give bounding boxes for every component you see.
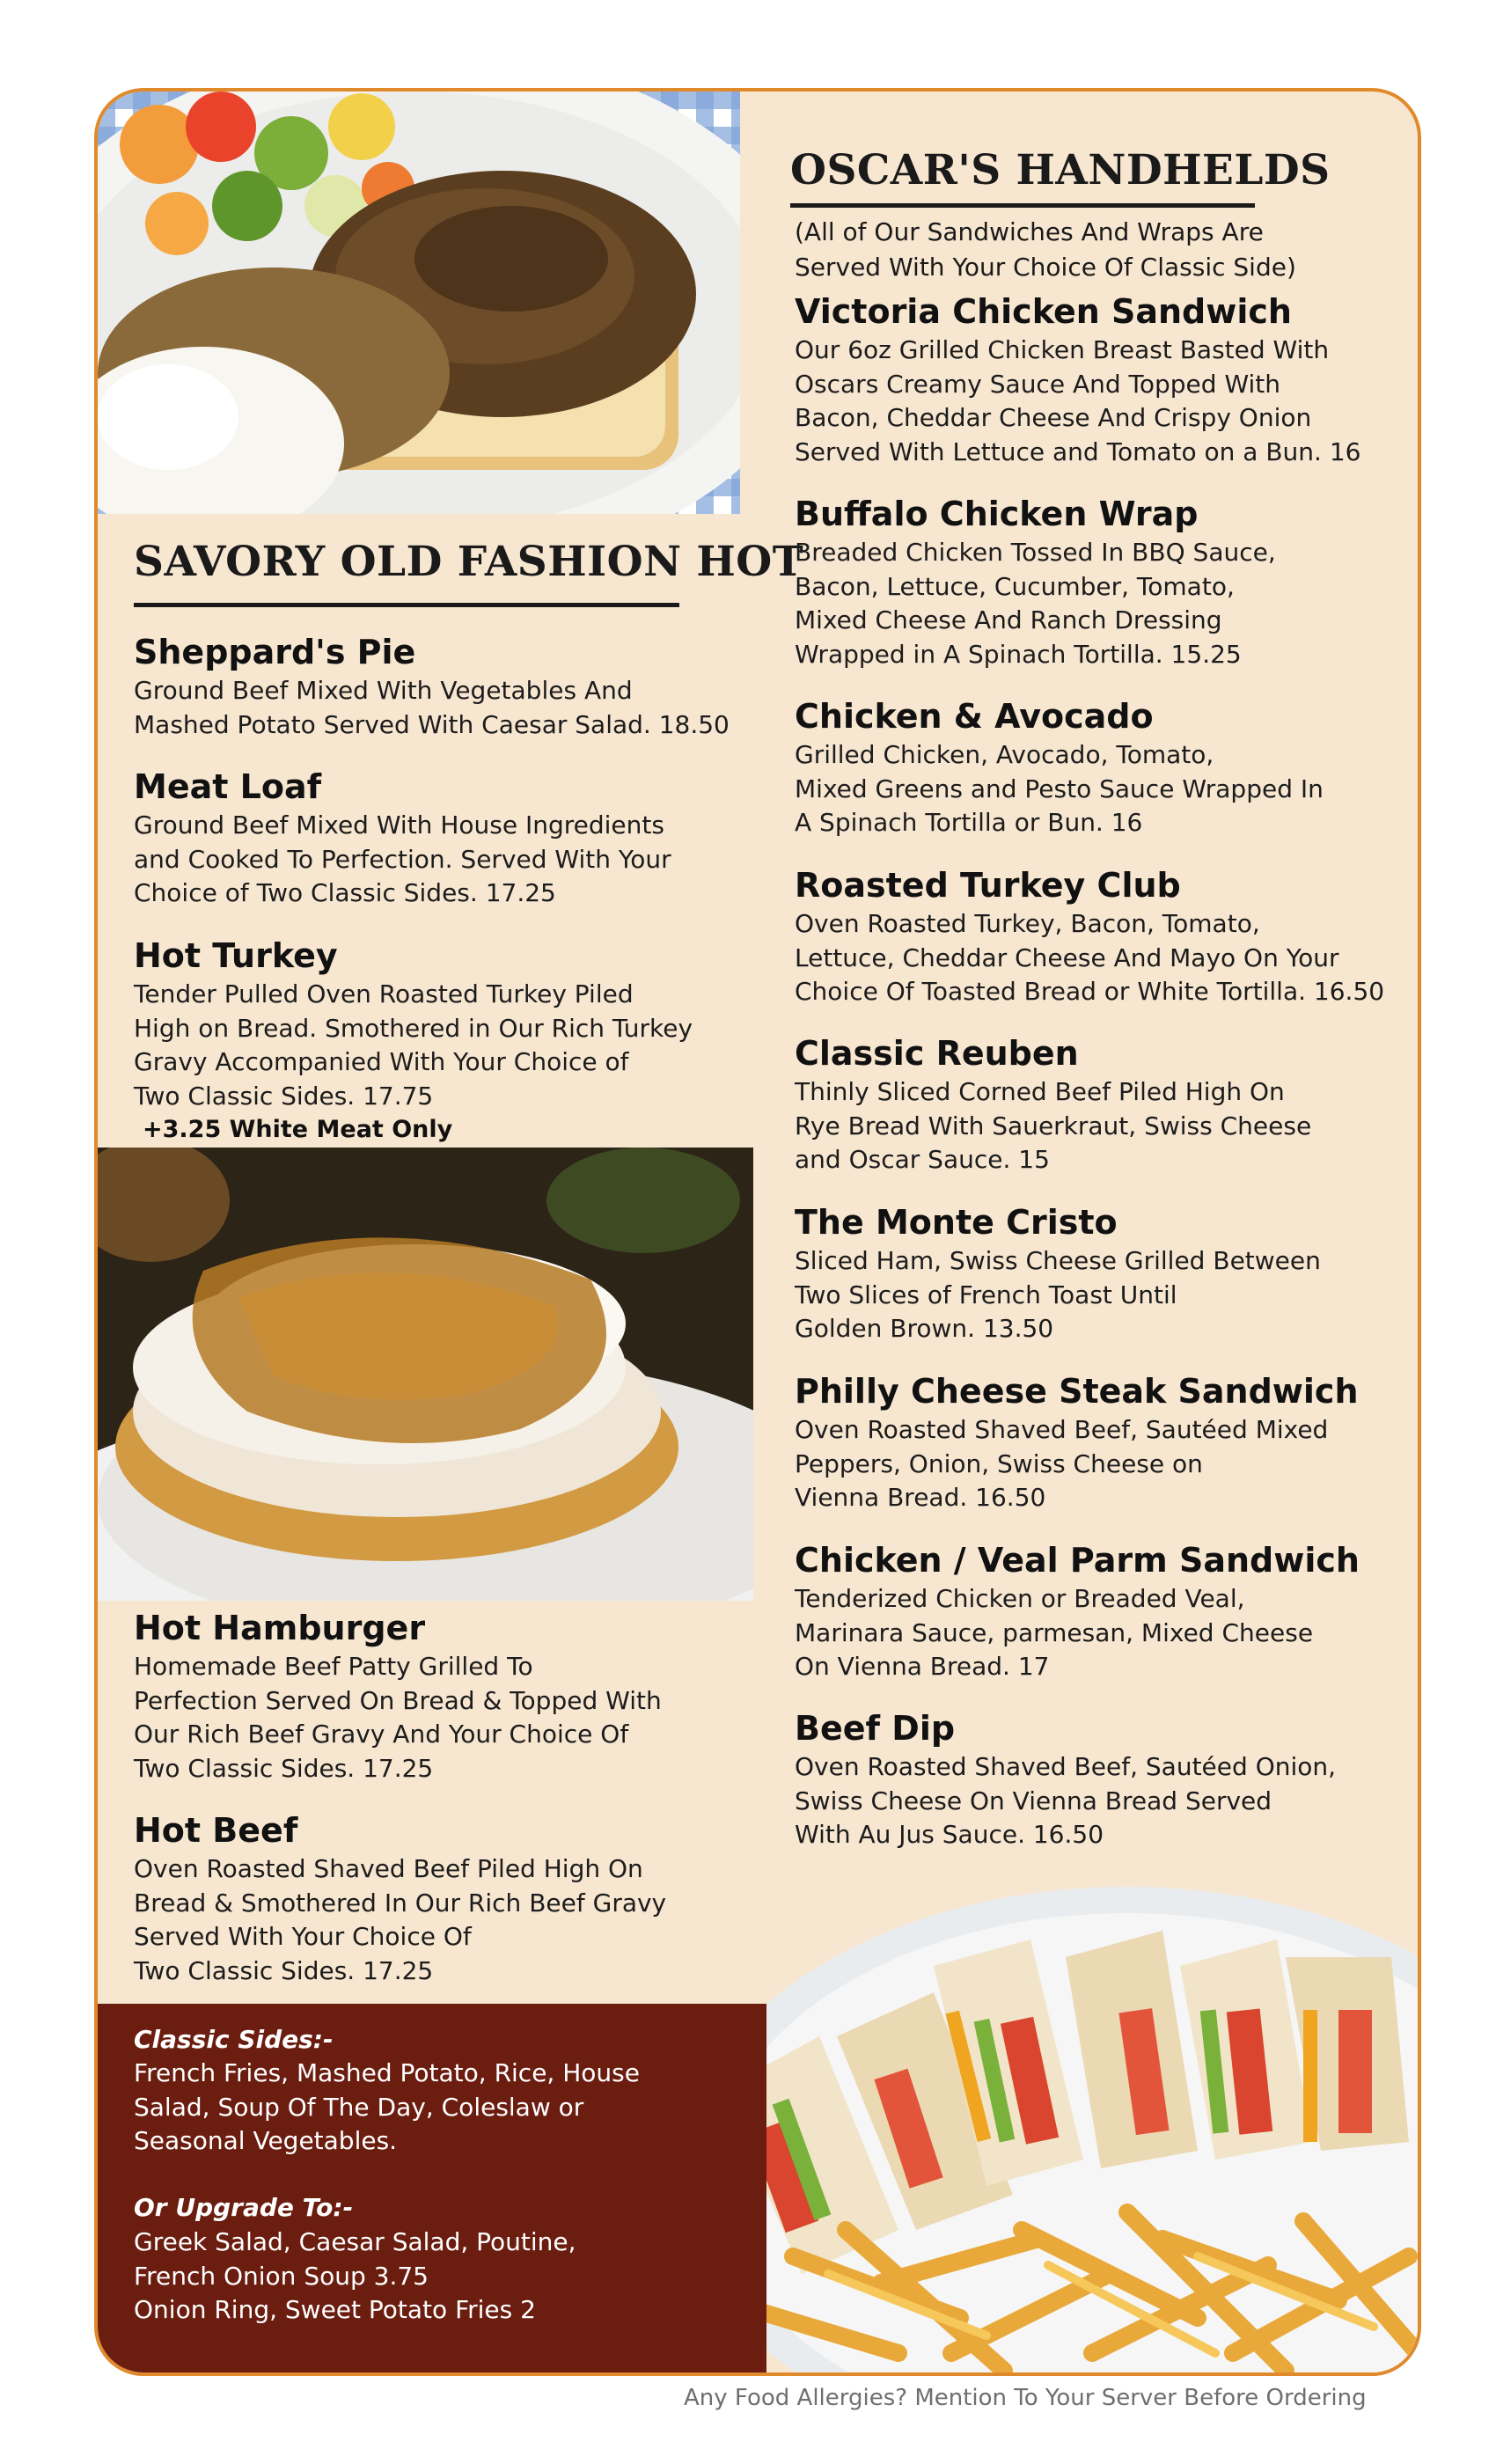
menu-item (134, 1808, 732, 1988)
item-description: Oven Roasted Shaved Beef, Sautéed Onion, Swiss Cheese On Vienna Bread Served With Au Jus Sauce. 16.50 (795, 1752, 1337, 1849)
menu-item (795, 492, 1402, 671)
classic-sides-label: Classic Sides:- (134, 2025, 334, 2054)
menu-item (795, 1706, 1402, 1852)
sides-panel (98, 2004, 766, 2376)
item-name: Chicken / Veal Parm Sandwich (795, 1541, 1360, 1580)
item-name: Hot Turkey (134, 936, 338, 975)
menu-item (795, 1200, 1402, 1346)
item-name: Victoria Chicken Sandwich (795, 292, 1292, 331)
item-name: Roasted Turkey Club (795, 866, 1181, 905)
menu-item (795, 290, 1402, 469)
menu-item (795, 1031, 1402, 1177)
menu-item (134, 1606, 732, 1786)
handhelds-section-heading: OSCAR'S HANDHELDS (790, 146, 1331, 194)
menu-item (134, 765, 732, 911)
savory-heading-underline (134, 603, 679, 607)
menu-item (795, 1538, 1402, 1684)
classic-sides-list: French Fries, Mashed Potato, Rice, House Salad, Soup Of The Day, Coleslaw or Seasonal Vegetables. (134, 2058, 640, 2155)
item-description: Oven Roasted Turkey, Bacon, Tomato, Lettuce, Cheddar Cheese And Mayo On Your Choice Of Toasted Bread or White Tortilla. 16.50 (795, 909, 1385, 1006)
beef-dinner-photo (98, 92, 740, 514)
handhelds-heading-underline (790, 203, 1255, 208)
hot-turkey-photo (98, 1148, 753, 1601)
item-description: Oven Roasted Shaved Beef, Sautéed Mixed Peppers, Onion, Swiss Cheese on Vienna Bread. 16.50 (795, 1415, 1329, 1512)
menu-item (134, 630, 732, 742)
item-description: Grilled Chicken, Avocado, Tomato, Mixed Greens and Pesto Sauce Wrapped In A Spinach Tortilla or Bun. 16 (795, 740, 1324, 837)
menu-item (795, 863, 1402, 1009)
item-name: Buffalo Chicken Wrap (795, 495, 1199, 533)
item-description: Our 6oz Grilled Chicken Breast Basted With Oscars Creamy Sauce And Topped With Bacon, Cheddar Cheese And Crispy Onion Served With Lettuce and Tomato on a Bun. 16 (795, 335, 1361, 466)
item-name: Sheppard's Pie (134, 633, 416, 671)
menu-item (134, 934, 732, 1147)
item-description: Tenderized Chicken or Breaded Veal, Marinara Sauce, parmesan, Mixed Cheese On Vienna Bread. 17 (795, 1584, 1314, 1681)
item-name: Philly Cheese Steak Sandwich (795, 1372, 1359, 1411)
item-description: Oven Roasted Shaved Beef Piled High On Bread & Smothered In Our Rich Beef Gravy Served With Your Choice Of Two Classic Sides. 17.25 (134, 1854, 667, 1985)
item-name: Beef Dip (795, 1709, 956, 1748)
item-description: Thinly Sliced Corned Beef Piled High On Rye Bread With Sauerkraut, Swiss Cheese and Oscar Sauce. 15 (795, 1077, 1312, 1174)
menu-item (795, 1369, 1402, 1515)
item-name: The Monte Cristo (795, 1203, 1118, 1242)
item-name: Meat Loaf (134, 767, 322, 806)
item-name: Chicken & Avocado (795, 697, 1154, 736)
upgrade-label: Or Upgrade To:- (134, 2193, 354, 2222)
menu-item (795, 694, 1402, 840)
allergy-footer-note: Any Food Allergies? Mention To Your Server Before Ordering (684, 2385, 1367, 2411)
item-description: Tender Pulled Oven Roasted Turkey Piled High on Bread. Smothered in Our Rich Turkey Gravy Accompanied With Your Choice of Two Classic Sides. 17.75 (134, 979, 693, 1111)
item-description: Homemade Beef Patty Grilled To Perfection Served On Bread & Topped With Our Rich Beef Gravy And Your Choice Of Two Classic Sides. 17.25 (134, 1652, 662, 1783)
menu-card (94, 88, 1421, 2376)
handhelds-side-note: (All of Our Sandwiches And Wraps Are Served With Your Choice Of Classic Side) (795, 217, 1296, 282)
savory-section-heading: SAVORY OLD FASHION HOT (134, 538, 804, 586)
item-name: Hot Beef (134, 1811, 298, 1850)
upgrade-list: Greek Salad, Caesar Salad, Poutine, French Onion Soup 3.75 Onion Ring, Sweet Potato Fries 2 (134, 2227, 576, 2324)
item-description: Sliced Ham, Swiss Cheese Grilled Between Two Slices of French Toast Until Golden Brown. 13.50 (795, 1246, 1321, 1343)
item-description: Ground Beef Mixed With House Ingredients and Cooked To Perfection. Served With Your Choice of Two Classic Sides. 17.25 (134, 810, 671, 907)
item-addon: +3.25 White Meat Only (143, 1116, 453, 1143)
item-name: Hot Hamburger (134, 1609, 426, 1647)
item-name: Classic Reuben (795, 1034, 1079, 1073)
club-sandwich-photo (670, 1860, 1421, 2376)
item-description: Breaded Chicken Tossed In BBQ Sauce, Bacon, Lettuce, Cucumber, Tomato, Mixed Cheese And Ranch Dressing Wrapped in A Spinach Tortilla. 15.25 (795, 538, 1276, 669)
item-description: Ground Beef Mixed With Vegetables And Mashed Potato Served With Caesar Salad. 18.50 (134, 676, 730, 739)
